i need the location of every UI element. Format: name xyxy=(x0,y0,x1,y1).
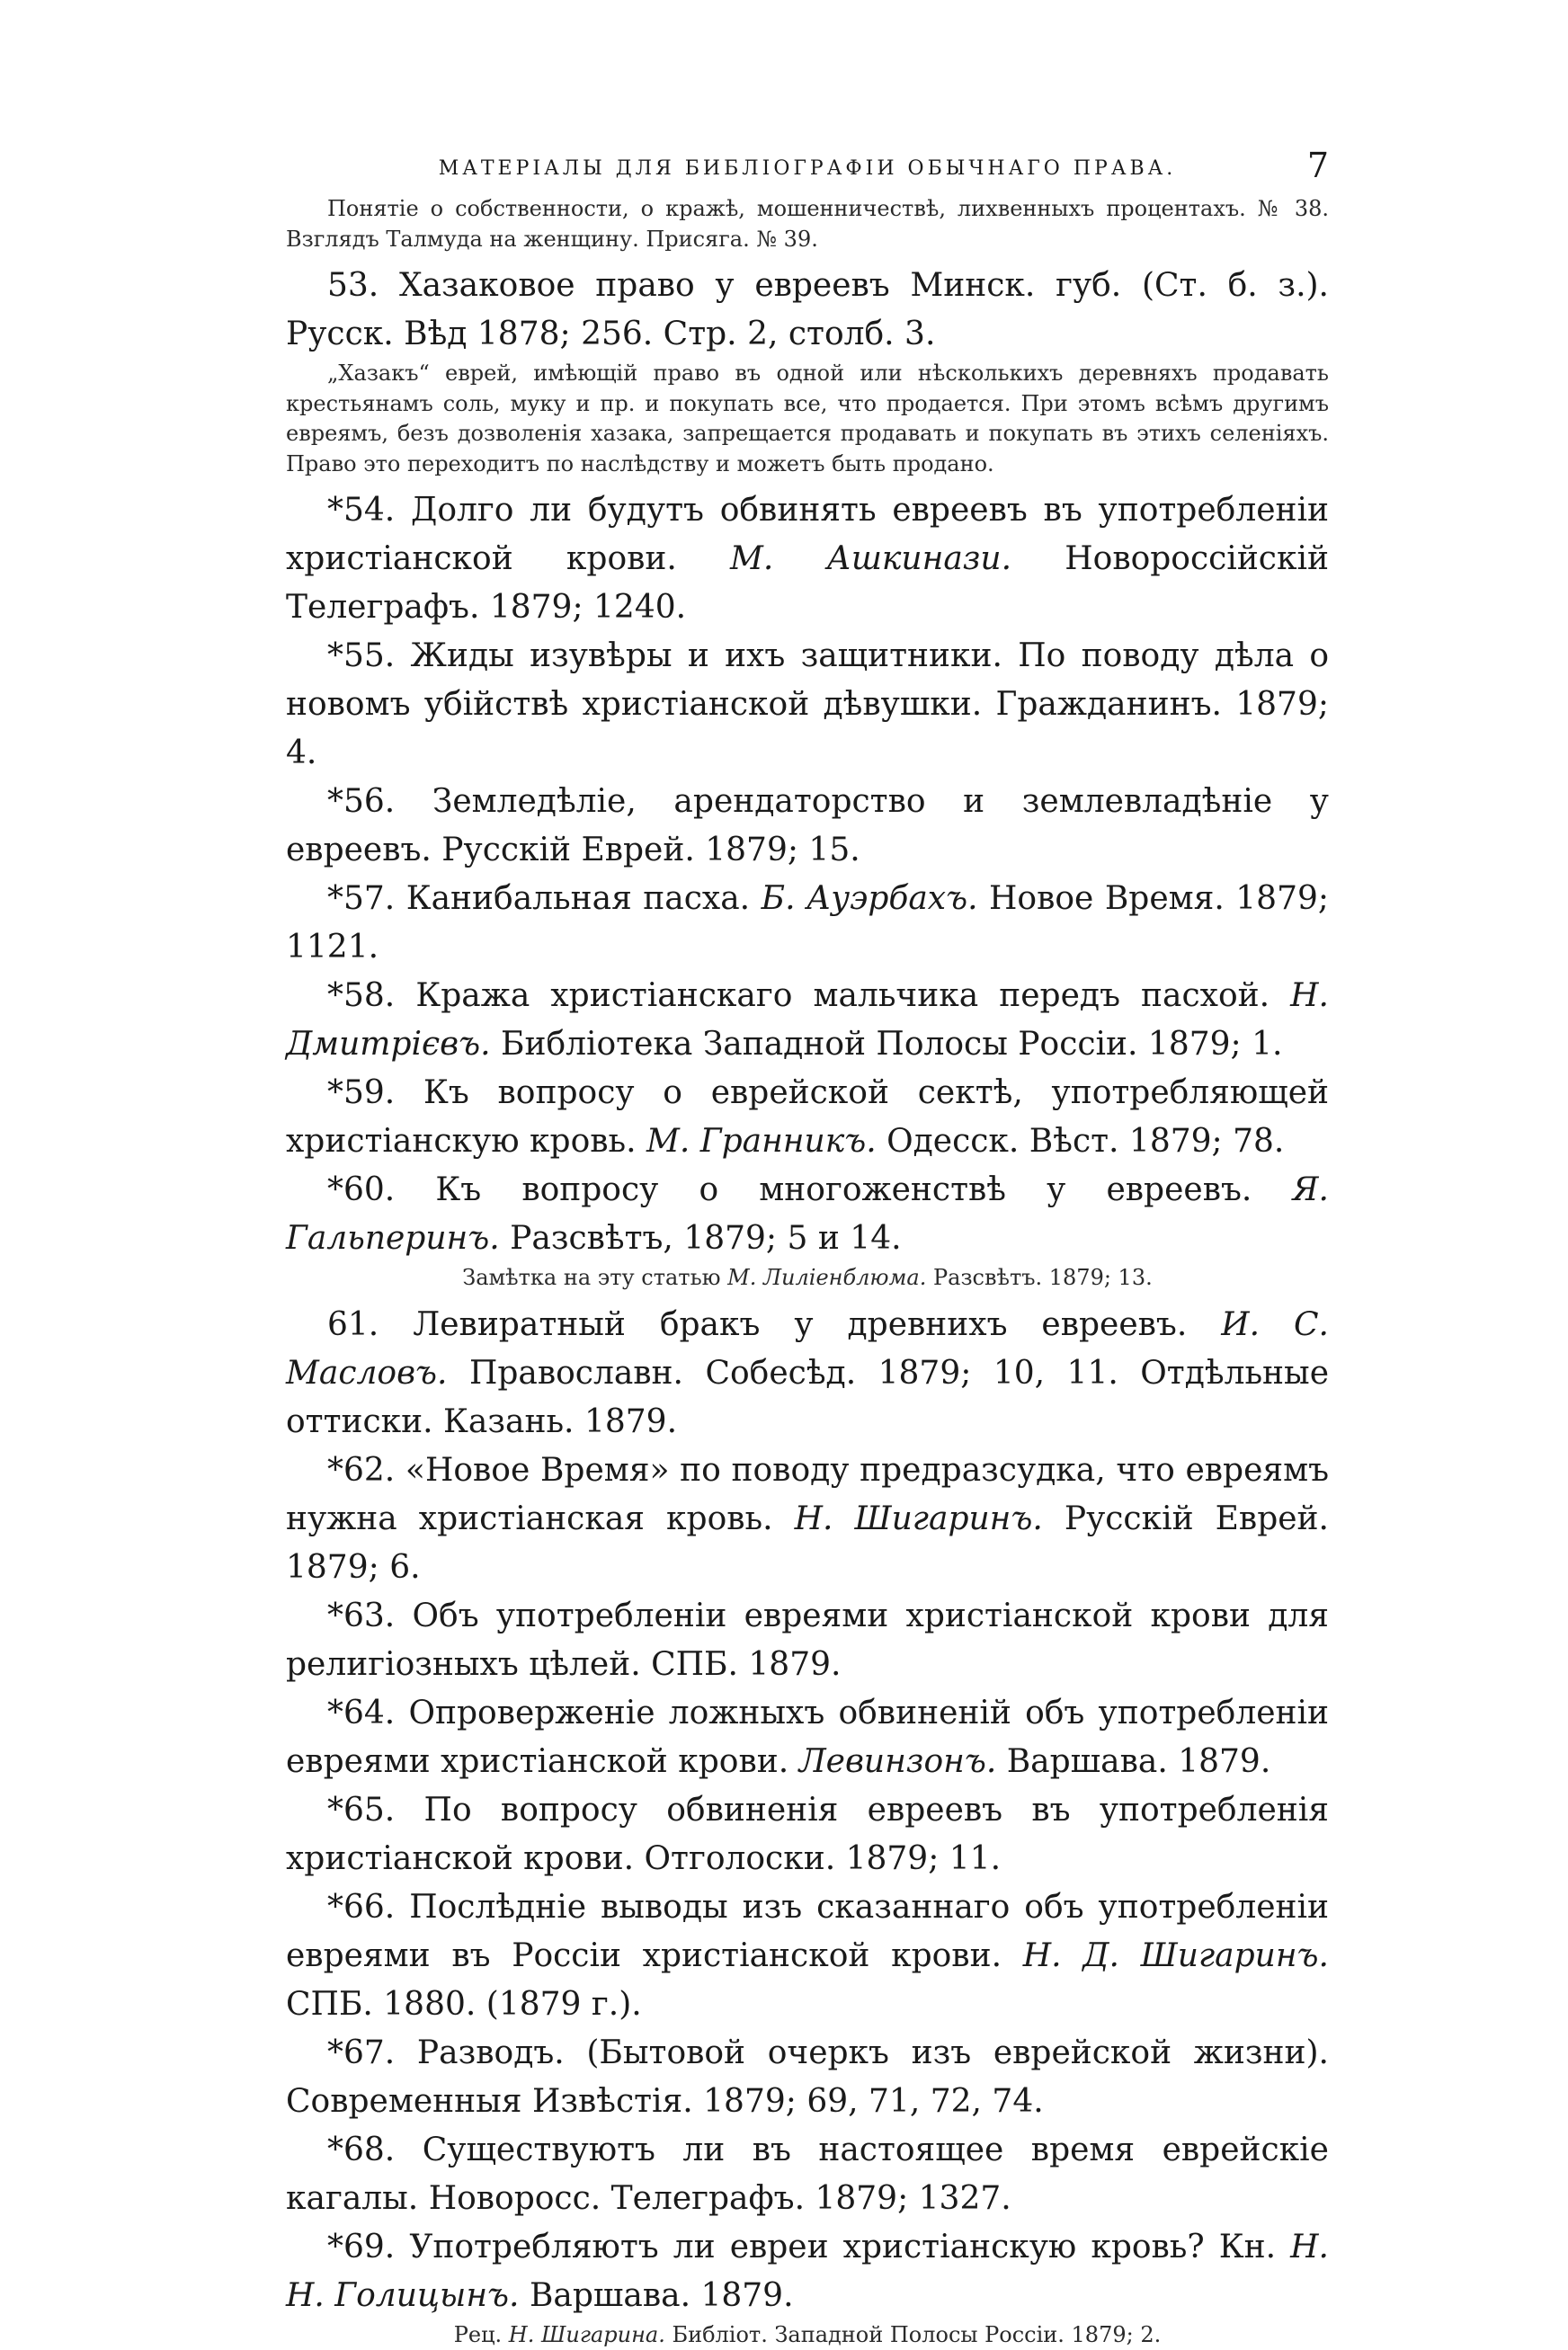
entry-60-note xyxy=(286,1263,1329,1294)
running-title: МАТЕРІАЛЫ ДЛЯ БИБЛІОГРАФІИ ОБЫЧНАГО ПРАВА. xyxy=(439,157,1177,180)
entry-59-author: М. Гранникъ. xyxy=(646,1123,877,1160)
book-page xyxy=(286,144,1329,2350)
entry-59-source: Одесск. Вѣст. 1879; 78. xyxy=(877,1123,1285,1160)
page-header xyxy=(286,144,1329,194)
entry-69 xyxy=(286,2223,1329,2320)
entry-57-author: Б. Ауэрбахъ. xyxy=(762,880,978,917)
entry-66-author: Н. Д. Шигаринъ. xyxy=(1023,1937,1329,1974)
entry-60-note-source: Разсвѣтъ. 1879; 13. xyxy=(926,1265,1152,1290)
entry-60 xyxy=(286,1166,1329,1263)
entry-54 xyxy=(286,486,1329,632)
entry-69-note-author: Н. Шигарина. xyxy=(509,2322,665,2347)
entry-66 xyxy=(286,1883,1329,2029)
entry-64-author: Левинзонъ. xyxy=(799,1743,997,1780)
entry-64-title: *64. Опроверженіе ложныхъ обвиненій объ употребленіи евреями христіанской крови. xyxy=(286,1695,1329,1780)
entry-53-note: „Хазакъ“ еврей, имѣющій право въ одной или нѣсколькихъ деревняхъ продавать крестьянамъ соль, муку и пр. и покупать все, что продается. При этомъ всѣмъ другимъ евреямъ, безъ дозволенія хазака, запрещается продавать и покупать въ этихъ селеніяхъ. Право это переходитъ по наслѣдству и можетъ быть продано. xyxy=(286,359,1329,479)
entry-54-author: М. Ашкинази. xyxy=(730,540,1011,577)
entry-56: *56. Земледѣліе, арендаторство и землевладѣніе у евреевъ. Русскій Еврей. 1879; 15. xyxy=(286,778,1329,875)
entry-59 xyxy=(286,1069,1329,1166)
entry-60-note-text: Замѣтка на эту статью xyxy=(462,1265,727,1290)
entry-61-title: 61. Левиратный бракъ у древнихъ евреевъ. xyxy=(327,1306,1221,1343)
entry-69-note-source: Библіот. Западной Полосы Россіи. 1879; 2. xyxy=(665,2322,1161,2347)
entry-60-author: Я. Гальперинъ. xyxy=(286,1171,1329,1257)
entry-57 xyxy=(286,875,1329,972)
entry-53: 53. Хазаковое право у евреевъ Минск. губ. (Ст. б. з.). Русск. Вѣд 1878; 256. Стр. 2, столб. 3. xyxy=(286,262,1329,359)
entry-69-note xyxy=(286,2320,1329,2350)
entry-59-title: *59. Къ вопросу о еврейской сектѣ, употребляющей христіанскую кровь. xyxy=(286,1074,1329,1160)
entry-64-source: Варшава. 1879. xyxy=(996,1743,1270,1780)
entry-61-source: Православн. Собесѣд. 1879; 10, 11. Отдѣльные оттиски. Казань. 1879. xyxy=(286,1355,1329,1440)
entry-69-title: *69. Употребляютъ ли евреи христіанскую кровь? Кн. xyxy=(327,2229,1290,2265)
entry-60-source: Разсвѣтъ, 1879; 5 и 14. xyxy=(500,1220,902,1257)
entry-68: *68. Существуютъ ли въ настоящее время еврейскіе кагалы. Новоросс. Телеграфъ. 1879; 1327. xyxy=(286,2126,1329,2223)
entry-69-note-text: Рец. xyxy=(454,2322,509,2347)
page-number: 7 xyxy=(1307,144,1329,187)
entry-65: *65. По вопросу обвиненія евреевъ въ употребленія христіанской крови. Отголоски. 1879; 11. xyxy=(286,1786,1329,1883)
entry-62 xyxy=(286,1446,1329,1592)
entry-61 xyxy=(286,1301,1329,1446)
entry-66-title: *66. Послѣдніе выводы изъ сказаннаго объ употребленіи евреями въ Россіи христіанской крови. xyxy=(286,1889,1329,1974)
entry-67: *67. Разводъ. (Бытовой очеркъ изъ еврейской жизни). Современныя Извѣстія. 1879; 69, 71, 72, 74. xyxy=(286,2029,1329,2126)
entry-60-note-author: М. Лиліенблюма. xyxy=(727,1265,926,1290)
entry-63: *63. Объ употребленіи евреями христіанской крови для религіозныхъ цѣлей. СПБ. 1879. xyxy=(286,1592,1329,1689)
entry-55: *55. Жиды изувѣры и ихъ защитники. По поводу дѣла о новомъ убійствѣ христіанской дѣвушки. Гражданинъ. 1879; 4. xyxy=(286,632,1329,778)
entry-61-author: И. С. Масловъ. xyxy=(286,1306,1329,1392)
entry-57-title: *57. Канибальная пасха. xyxy=(327,880,762,917)
entry-64 xyxy=(286,1689,1329,1786)
entry-66-source: СПБ. 1880. (1879 г.). xyxy=(286,1986,642,2023)
entry-58-title: *58. Кража христіанскаго мальчика передъ пасхой. xyxy=(327,977,1290,1014)
entry-54-source: Новороссійскій Телеграфъ. 1879; 1240. xyxy=(286,540,1329,626)
entry-54-title: *54. Долго ли будутъ обвинять евреевъ въ употребленіи христіанской крови. xyxy=(286,492,1329,577)
entry-58-source: Библіотека Западной Полосы Россіи. 1879; 1. xyxy=(491,1026,1283,1063)
continued-note: Понятіе о собственности, о кражѣ, мошенничествѣ, лихвенныхъ процентахъ. № 38. Взглядъ Талмуда на женщину. Присяга. № 39. xyxy=(286,194,1329,254)
entry-62-title: *62. «Новое Время» по поводу предразсудка, что евреямъ нужна христіанская кровь. xyxy=(286,1452,1329,1537)
entry-58-author: Н. Дмитрієвъ. xyxy=(286,977,1329,1063)
entry-69-source: Варшава. 1879. xyxy=(520,2277,794,2314)
entry-60-title: *60. Къ вопросу о многоженствѣ у евреевъ. xyxy=(327,1171,1292,1208)
entry-62-author: Н. Шигаринъ. xyxy=(795,1500,1043,1537)
entry-58 xyxy=(286,972,1329,1069)
entry-69-author: Н. Н. Голицынъ. xyxy=(286,2229,1329,2314)
entry-57-source: Новое Время. 1879; 1121. xyxy=(286,880,1329,966)
entry-62-source: Русскій Еврей. 1879; 6. xyxy=(286,1500,1329,1586)
